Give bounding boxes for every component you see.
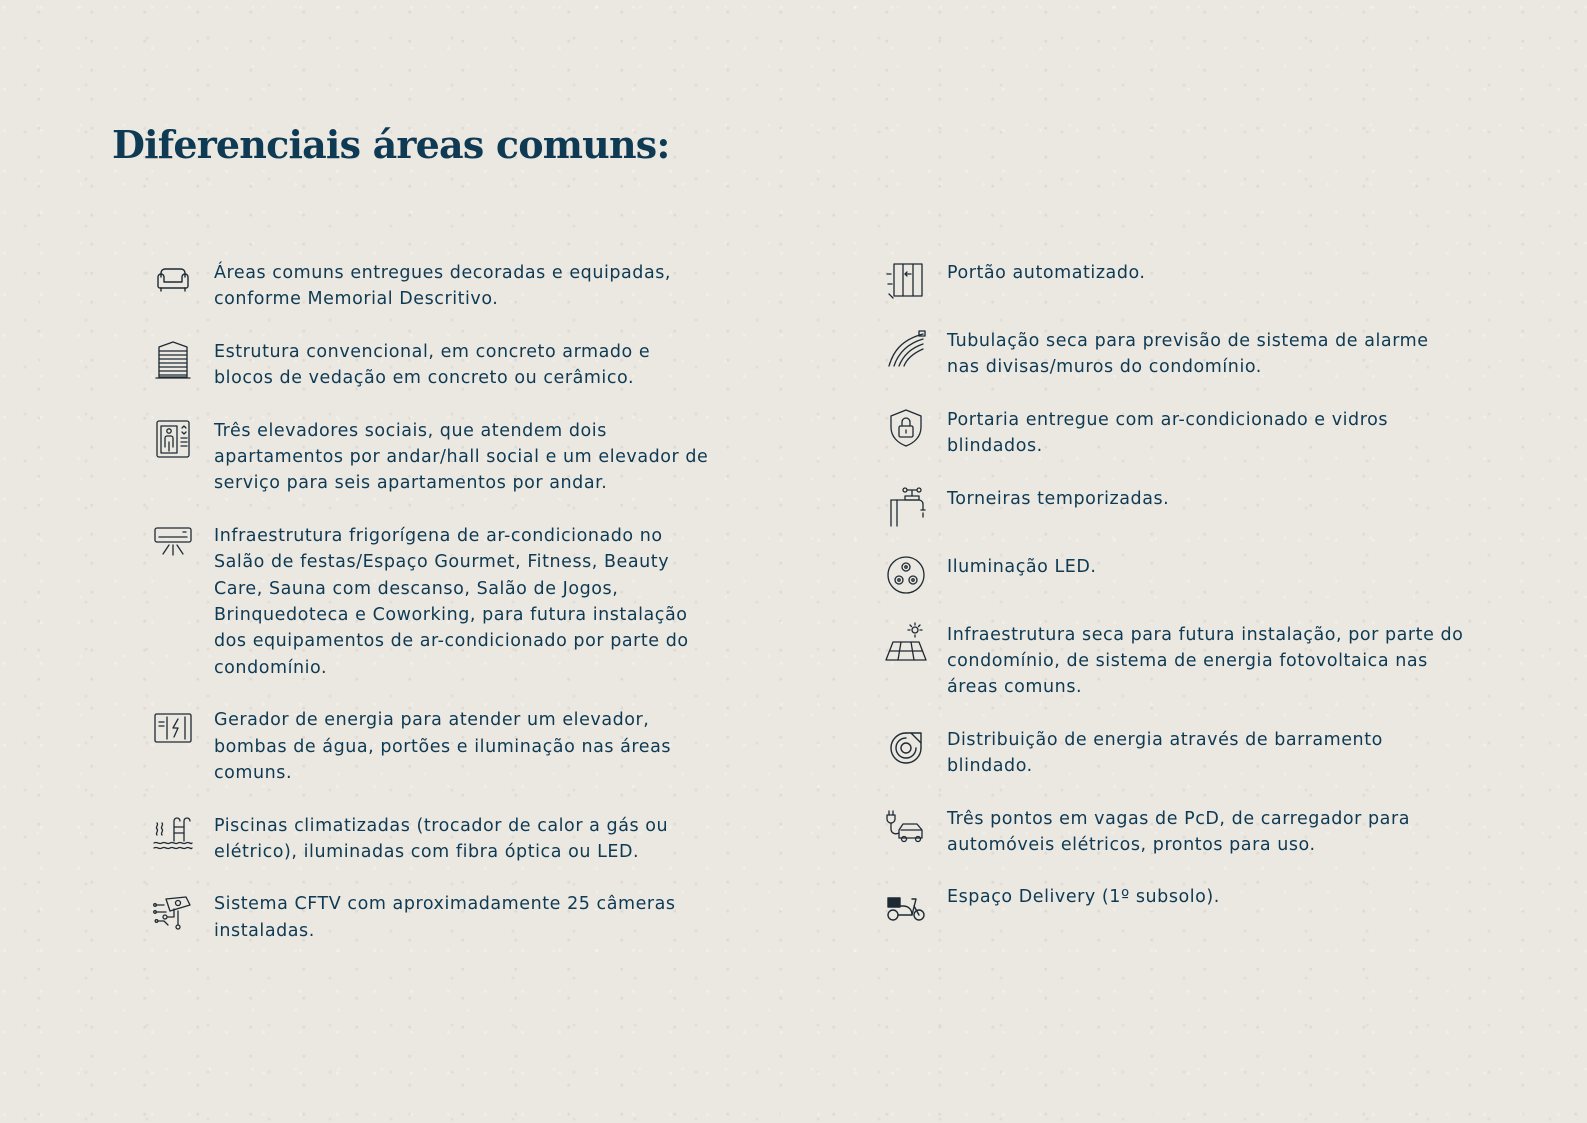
list-item-text: Três elevadores sociais, que atendem dois apartamentos por andar/hall social e um elevador de serviço para seis apartamentos por andar. — [214, 420, 709, 494]
sofa-icon — [152, 260, 194, 302]
list-item-text: Torneiras temporizadas. — [947, 488, 1170, 509]
list-item-text: Iluminação LED. — [947, 556, 1097, 577]
list-item — [885, 727, 1485, 780]
list-item-text: Piscinas climatizadas (trocador de calor a gás ou elétrico), iluminadas com fibra óptica ou LED. — [214, 815, 669, 862]
list-item — [152, 891, 712, 944]
elevator-icon — [152, 418, 194, 460]
solar-panel-icon — [885, 622, 927, 664]
list-item — [885, 486, 1485, 528]
generator-icon — [152, 707, 194, 749]
building-icon — [152, 339, 194, 381]
list-item-text: Estrutura convencional, em concreto armado e blocos de vedação em concreto ou cerâmico. — [214, 341, 651, 389]
list-item — [885, 806, 1485, 859]
page-title: Diferenciais áreas comuns: — [112, 122, 670, 167]
list-item-text: Áreas comuns entregues decoradas e equipadas, conforme Memorial Descritivo. — [214, 263, 672, 310]
list-item — [885, 884, 1485, 926]
faucet-icon — [885, 486, 927, 528]
list-item — [152, 523, 712, 681]
list-item — [152, 418, 712, 497]
automatic-gate-icon — [885, 260, 927, 302]
list-item-text: Três pontos em vagas de PcD, de carregador para automóveis elétricos, prontos para uso. — [947, 808, 1410, 856]
list-item — [152, 707, 712, 786]
right-features-list — [885, 260, 1485, 952]
left-features-list — [152, 260, 712, 970]
list-item — [885, 407, 1485, 460]
list-item-text: Gerador de energia para atender um elevador, bombas de água, portões e iluminação nas áreas comuns. — [214, 710, 672, 784]
cctv-camera-icon — [152, 891, 194, 933]
list-item — [152, 339, 712, 392]
ev-charger-icon — [885, 806, 927, 848]
list-item — [885, 328, 1485, 381]
heated-pool-icon — [152, 813, 194, 855]
delivery-scooter-icon — [885, 884, 927, 926]
conduit-pipes-icon — [885, 328, 927, 370]
security-shield-lock-icon — [885, 407, 927, 449]
list-item-text: Tubulação seca para previsão de sistema de alarme nas divisas/muros do condomínio. — [947, 331, 1429, 378]
list-item — [885, 622, 1485, 701]
list-item-text: Portaria entregue com ar-condicionado e vidros blindados. — [947, 409, 1389, 457]
list-item-text: Infraestrutura frigorígena de ar-condicionado no Salão de festas/Espaço Gourmet, Fitness, Beauty Care, Sauna com descanso, Salão de Jogos, Brinquedoteca e Coworking, para futura instalação dos equipamentos de ar-condicionado por parte do condomínio. — [214, 525, 689, 678]
list-item — [885, 554, 1485, 596]
list-item — [152, 260, 712, 313]
list-item-text: Espaço Delivery (1º subsolo). — [947, 887, 1220, 908]
list-item-text: Portão automatizado. — [947, 263, 1146, 283]
air-conditioner-icon — [152, 523, 194, 565]
busbar-coil-icon — [885, 727, 927, 769]
list-item — [152, 813, 712, 866]
list-item-text: Infraestrutura seca para futura instalação, por parte do condomínio, de sistema de energia fotovoltaica nas áreas comuns. — [947, 624, 1464, 698]
led-light-icon — [885, 554, 927, 596]
list-item-text: Sistema CFTV com aproximadamente 25 câmeras instaladas. — [214, 894, 676, 941]
list-item — [885, 260, 1485, 302]
list-item-text: Distribuição de energia através de barramento blindado. — [947, 729, 1383, 777]
